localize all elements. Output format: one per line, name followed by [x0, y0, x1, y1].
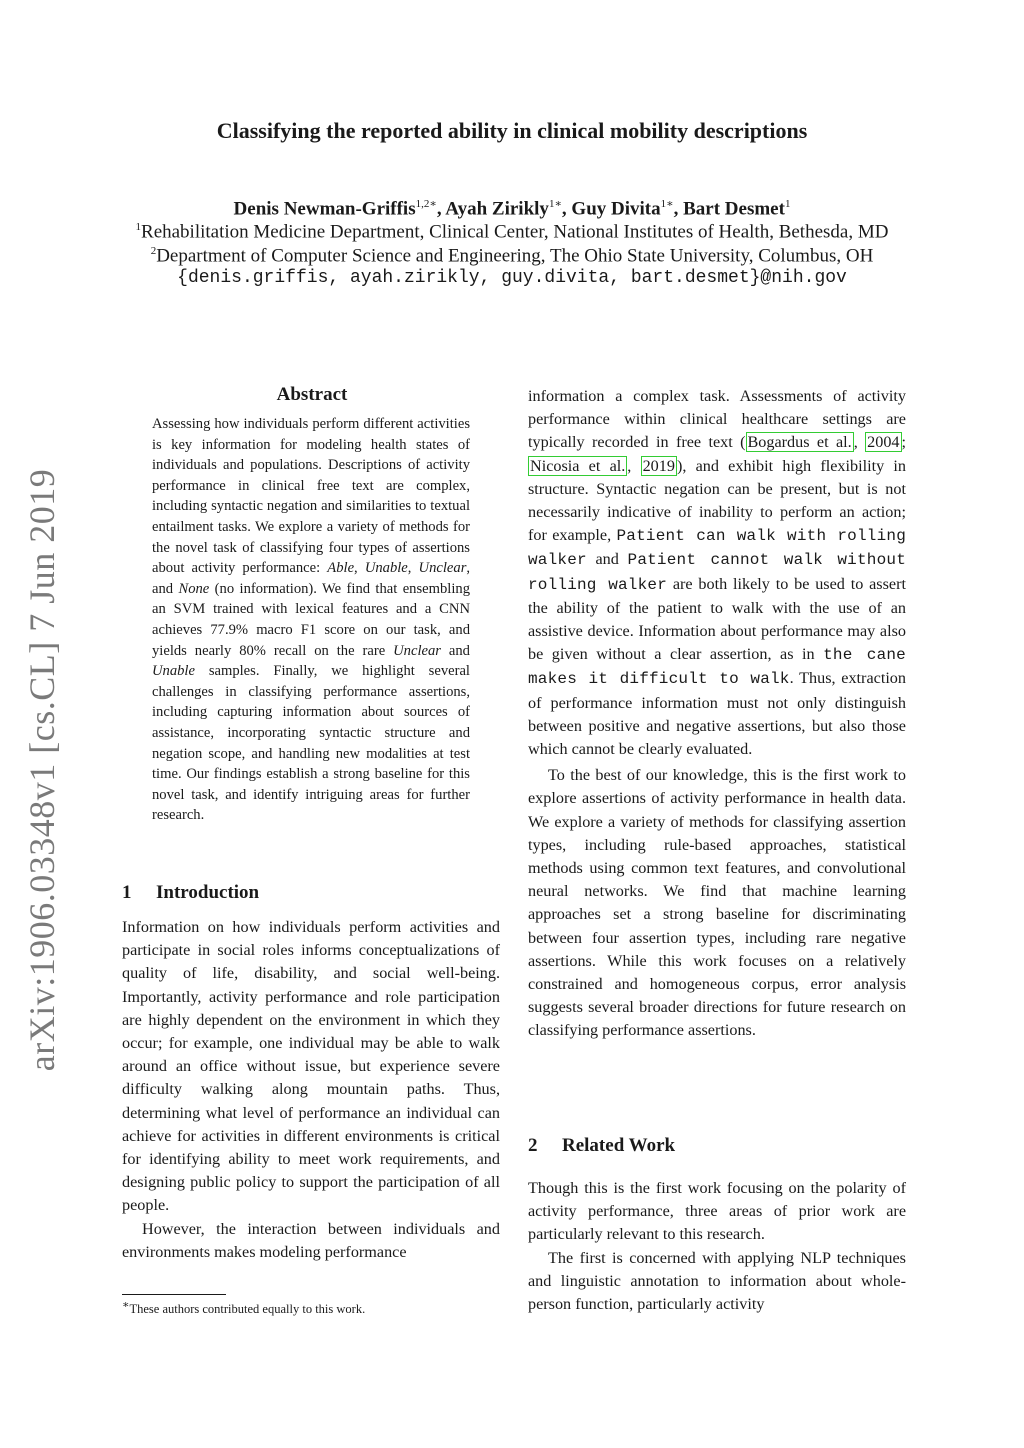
related-work-body — [528, 1177, 906, 1316]
citation-link[interactable]: 2004 — [867, 433, 900, 452]
arxiv-identifier — [20, 460, 64, 1080]
paragraph: The first is concerned with applying NLP techniques and linguistic annotation to information about whole-person function, particularly activity — [528, 1248, 906, 1314]
author-name: Bart Desmet — [683, 198, 785, 220]
author-name: Denis Newman-Griffis — [233, 198, 416, 220]
introduction-continued — [528, 385, 906, 1043]
abstract-heading: Abstract — [276, 384, 348, 405]
affiliation-1: $^1$Rehabilitation Medicine Department, Clinical Center, National Institutes of Health, Bethesda, MD — [135, 221, 889, 243]
paper-title: Classifying the reported ability in clinical mobility descriptions — [216, 118, 808, 143]
abstract-body: Assessing how individuals perform different activities is key information for modeling health states of individuals and populations. Descriptions of activity performance in clinical free text are complex, including syntactic negation and similarities to textual entailment tasks. We explore a variety of methods for the novel task of classifying four types of assertions about activity performance: Able, Unable, Unclear, and None (no information). We find that ensembling an SVM trained with lexical features and a CNN achieves 77.9% macro F1 score on our task, and yields nearly 80% recall on the rare Unclear and Unable samples. Finally, we highlight several challenges in classifying performance assertions, including capturing information about sources of assistance, incorporating syntactic structure and negation scope, and handling new modalities at test time. Our findings establish a strong baseline for this novel task, and identify intriguing areas for further research. — [152, 416, 471, 824]
paragraph: However, the interaction between individuals and environments makes modeling performance — [122, 1219, 500, 1261]
author-affiliation-mark: 1 — [784, 198, 791, 210]
footnote-divider — [122, 1294, 226, 1295]
footnote: ∗These authors contributed equally to this work. — [122, 1299, 366, 1317]
author-name: Ayah Zirikly — [445, 198, 549, 220]
author-affiliation-mark: 1∗ — [660, 198, 674, 210]
citation-link[interactable]: 2019 — [642, 456, 675, 475]
citation-link[interactable]: Bogardus et al. — [747, 433, 852, 452]
paragraph: To the best of our knowledge, this is the first work to explore assertions of activity performance in health data. We explore a variety of methods for classifying assertion types, including rule-based approaches, statistical methods using common text features, and convolutional neural networks. We find that machine learning approaches set a strong baseline for discriminating between four assertion types, including rare negative assertions. While this work focuses on a relatively constrained and homogeneous corpus, error analysis suggests several broader directions for future research on classifying performance assertions. — [528, 766, 906, 1040]
author-emails: {denis.griffis, ayah.zirikly, guy.divita, bart.desmet}@nih.gov — [177, 268, 847, 288]
paragraph: Though this is the first work focusing on the polarity of activity performance, three areas of prior work are particularly relevant to this research. — [528, 1179, 906, 1244]
paragraph: information a complex task. Assessments of activity performance within clinical healthcare settings are typically recorded in free text ( Bogardus et al. , 2004 ; Nicosia et al. , 2019 ), and exhibit high flexibility in structure. Syntactic negation can be present, but is not necessarily indicative of inability to perform an action; for example, Patient can walk with rolling walker and Patient cannot walk without rolling walker are both likely to be used to assert the ability of the patient to walk with the use of an assistive device. Information about performance may also be given without a clear assertion, as in the cane makes it difficult to walk. Thus, extraction of performance information must not only distinguish between positive and negative assertions, but also those which cannot be clearly evaluated. — [528, 387, 907, 759]
affiliation-2: $^2$Department of Computer Science and Engineering, The Ohio State University, Columbus, OH — [150, 245, 874, 267]
code-example: Patient can walk with rolling walker — [528, 527, 906, 570]
author-affiliation-mark: 1,2∗ — [415, 198, 437, 210]
code-example: the cane makes it difficult to walk — [528, 646, 906, 689]
section-heading-introduction: 1 Introduction — [122, 882, 260, 903]
code-example: Patient cannot walk without rolling walker — [528, 551, 906, 594]
author-name: Guy Divita — [571, 198, 661, 220]
introduction-body — [122, 916, 500, 1264]
citation-link[interactable]: Nicosia et al. — [530, 456, 626, 475]
paragraph: Information on how individuals perform activities and participate in social roles informs conceptualizations of quality of life, disability, and social well-being. Importantly, activity performance and role participation are highly dependent on the environment in which they occur; for example, one individual may be able to walk around an office without issue, but experience severe difficulty walking along mountain paths. Thus, determining what level of performance an individual can achieve for activities in different environments is critical for identifying ability to meet work requirements, and designing public policy to support the participation of all people. — [122, 918, 500, 1215]
author-list: Denis Newman-Griffis$^{1,2∗}$, Ayah Zirikly$^{1∗}$, Guy Divita$^{1∗}$, Bart Desmet$^1$ — [233, 198, 791, 220]
section-heading-related-work: 2 Related Work — [528, 1135, 676, 1156]
arxiv-identifier-text: arXiv:1906.03348v1 [cs.CL] 7 Jun 2019 — [22, 468, 63, 1072]
author-affiliation-mark: 1∗ — [548, 198, 562, 210]
